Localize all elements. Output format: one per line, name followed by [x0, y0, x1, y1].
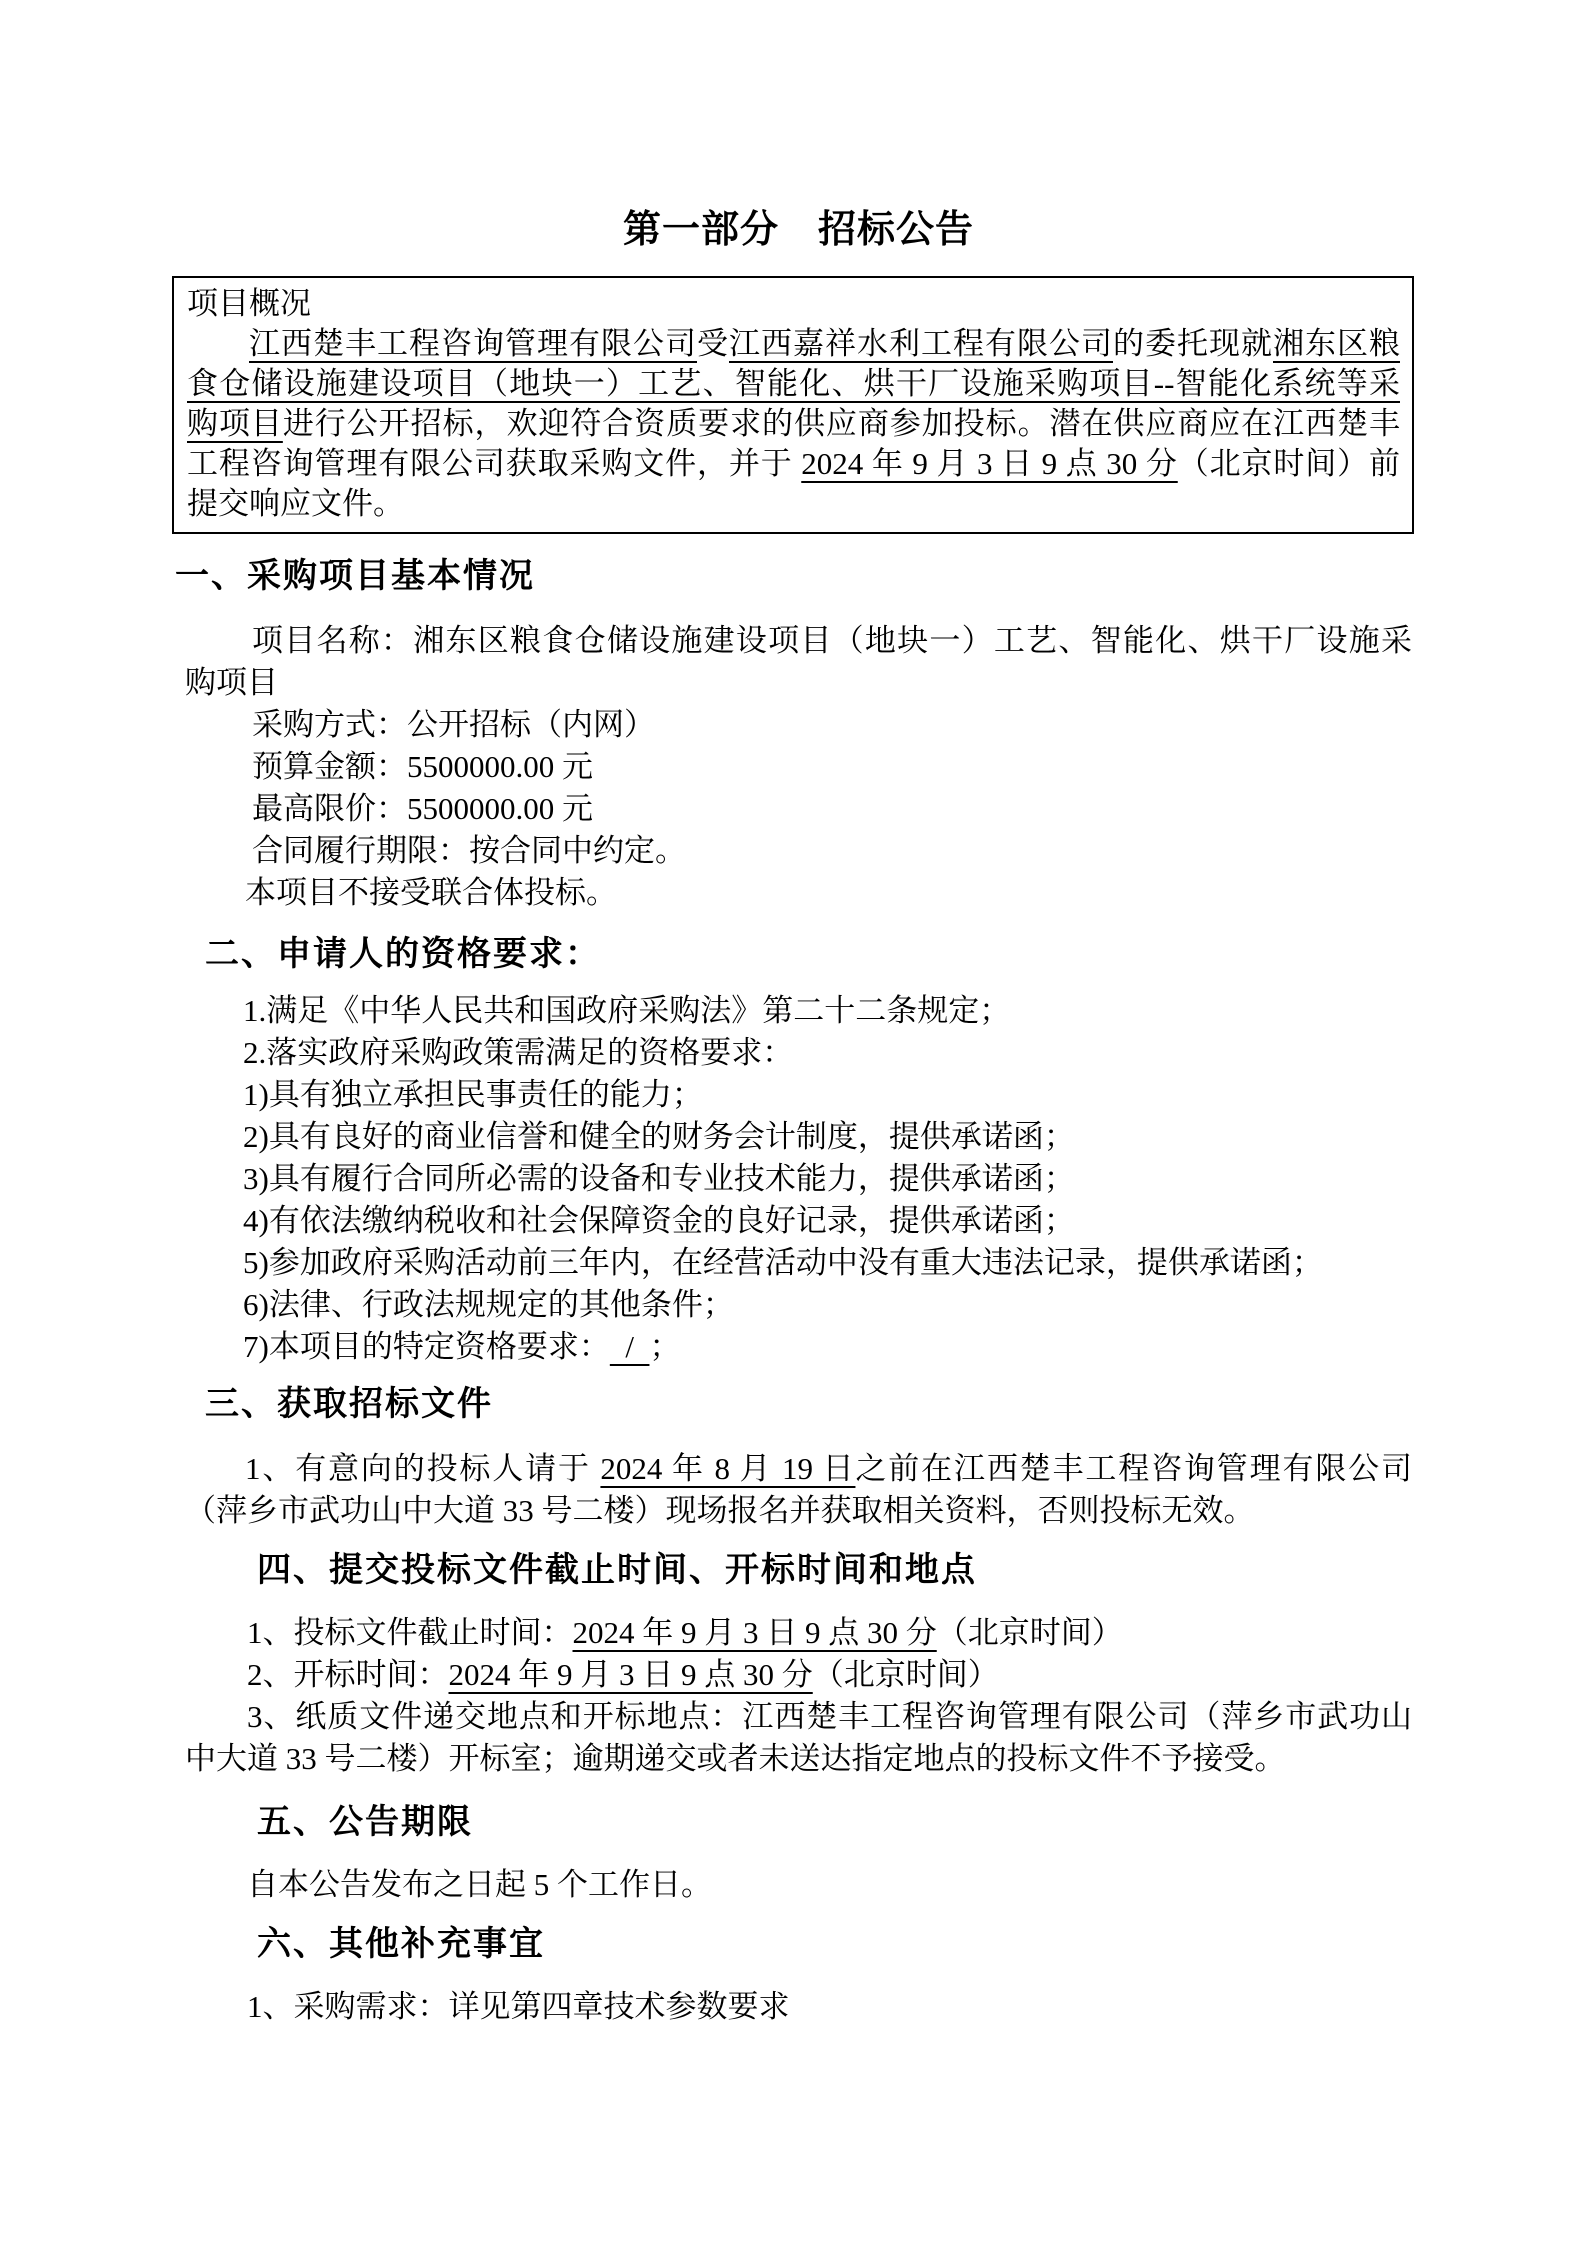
project-name-wrap-line: 购项目	[185, 665, 278, 700]
section3-heading: 三、获取招标文件	[205, 1386, 493, 1423]
requirement-item: 2.落实政府采购政策需满足的资格要求：	[243, 1035, 794, 1070]
contract-term-line: 合同履行期限：按合同中约定。	[252, 833, 686, 868]
text-segment: 受	[697, 326, 729, 361]
text-segment: 2、开标时间：	[247, 1657, 449, 1692]
text-segment: 工程咨询管理有限公司获取采购文件，并于	[187, 446, 802, 481]
submission-deadline-item	[247, 1612, 1412, 1654]
bid-opening-location-line-2: 中大道 33 号二楼）开标室；逾期递交或者未送达指定地点的投标文件不予接受。	[185, 1741, 1286, 1776]
no-consortium-line: 本项目不接受联合体投标。	[245, 875, 617, 910]
bid-opening-location-line-1: 3、纸质文件递交地点和开标地点：江西楚丰工程咨询管理有限公司（萍乡市武功山	[247, 1699, 1412, 1734]
text-segment: （北京时间）前	[1177, 446, 1400, 481]
section5-heading: 五、公告期限	[257, 1804, 473, 1841]
agent-company-name: 江西楚丰工程咨询管理有限公司	[249, 326, 697, 361]
requirement-item: 2)具有良好的商业信誉和健全的财务会计制度，提供承诺函；	[243, 1119, 1075, 1154]
bid-registration-line-2: （萍乡市武功山中大道 33 号二楼）现场报名并获取相关资料，否则投标无效。	[185, 1493, 1255, 1528]
requirement-item: 3)具有履行合同所必需的设备和专业技术能力，提供承诺函；	[243, 1161, 1075, 1196]
text-segment: 之前在江西楚丰工程咨询管理有限公司	[855, 1451, 1413, 1486]
requirement-item: 5)参加政府采购活动前三年内，在经营活动中没有重大违法记录，提供承诺函；	[243, 1245, 1323, 1280]
text-segment: 1、投标文件截止时间：	[247, 1615, 573, 1650]
overview-paragraph-line-1	[187, 324, 1400, 364]
section6-heading: 六、其他补充事宜	[257, 1926, 545, 1963]
requirement-item: 4)有依法缴纳税收和社会保障资金的良好记录，提供承诺函；	[243, 1203, 1075, 1238]
budget-amount-line: 预算金额：5500000.00 元	[252, 749, 593, 784]
overview-paragraph-line-5: 提交响应文件。	[187, 486, 404, 521]
project-name-segment: 湘东区粮	[1273, 326, 1400, 361]
overview-label: 项目概况	[187, 286, 311, 321]
procurement-demand-line: 1、采购需求：详见第四章技术参数要求	[247, 1989, 790, 2024]
text-segment: 进行公开招标，欢迎符合资质要求的供应商参加投标。潜在供应商应在江西楚丰	[282, 406, 1401, 441]
bid-opening-datetime: 2024 年 9 月 3 日 9 点 30 分	[448, 1657, 813, 1692]
text-segment: ；	[649, 1329, 681, 1364]
procurement-method-line: 采购方式：公开招标（内网）	[252, 707, 655, 742]
overview-paragraph-line-4	[187, 444, 1400, 484]
deadline-datetime: 2024 年 9 月 3 日 9 点 30 分	[801, 446, 1178, 481]
overview-paragraph-line-3	[187, 404, 1400, 444]
section2-heading: 二、申请人的资格要求：	[205, 936, 601, 973]
text-segment: （北京时间）	[812, 1657, 999, 1692]
requirement-item-7	[243, 1326, 1412, 1368]
text-segment: 的委托现就	[1113, 326, 1273, 361]
project-name-segment: 食仓储设施建设项目（地块一）工艺、智能化、烘干厂设施采购项目--智能化系统等采	[187, 366, 1400, 401]
registration-deadline-date: 2024 年 8 月 19 日	[600, 1451, 856, 1486]
bid-registration-line-1	[185, 1448, 1412, 1490]
text-segment: 7)本项目的特定资格要求：	[243, 1329, 610, 1364]
section4-heading: 四、提交投标文件截止时间、开标时间和地点	[257, 1552, 977, 1589]
submission-deadline-datetime: 2024 年 9 月 3 日 9 点 30 分	[572, 1615, 937, 1650]
page-title: 第一部分 招标公告	[622, 209, 974, 251]
blank-slash-field: /	[609, 1329, 650, 1364]
requirement-item: 6)法律、行政法规规定的其他条件；	[243, 1287, 734, 1322]
text-segment: 1、有意向的投标人请于	[245, 1451, 601, 1486]
price-ceiling-line: 最高限价：5500000.00 元	[252, 791, 593, 826]
project-overview-box	[172, 276, 1414, 534]
text-segment: （北京时间）	[936, 1615, 1123, 1650]
project-name-line: 项目名称：湘东区粮食仓储设施建设项目（地块一）工艺、智能化、烘干厂设施采	[252, 623, 1412, 658]
requirement-item: 1.满足《中华人民共和国政府采购法》第二十二条规定；	[243, 993, 1011, 1028]
section1-heading: 一、采购项目基本情况	[175, 558, 535, 595]
requirement-item: 1)具有独立承担民事责任的能力；	[243, 1077, 703, 1112]
bid-opening-time-item	[247, 1654, 1412, 1696]
overview-paragraph-line-2	[187, 364, 1400, 404]
announcement-period-line: 自本公告发布之日起 5 个工作日。	[247, 1867, 712, 1902]
project-name-segment: 购项目	[187, 406, 283, 441]
purchaser-company-name: 江西嘉祥水利工程有限公司	[729, 326, 1113, 361]
